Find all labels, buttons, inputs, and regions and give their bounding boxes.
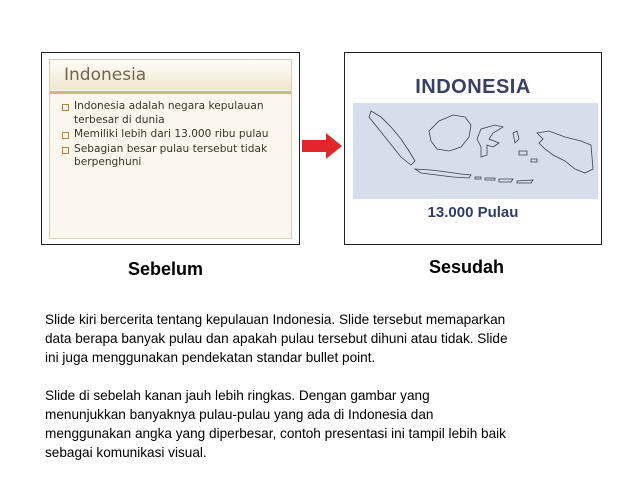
bullet-list	[62, 100, 284, 171]
square-bullet-icon	[62, 132, 69, 139]
paragraph-line: ini juga menggunakan pendekatan standar bullet point.	[45, 350, 376, 365]
bullet-item	[62, 143, 284, 170]
bullet-item	[62, 100, 284, 127]
after-slide-title: INDONESIA	[415, 76, 531, 98]
bullet-item	[62, 128, 284, 142]
bullet-line: berpenghuni	[74, 156, 142, 168]
after-slide	[348, 59, 598, 239]
paragraph-line: menggunakan angka yang diperbesar, contoh presentasi ini tampil lebih baik	[45, 426, 506, 441]
paragraph-line: menunjukkan banyaknya pulau-pulau yang ada di Indonesia dan	[45, 407, 434, 422]
paragraph-left-description	[45, 310, 605, 367]
before-slide-frame	[41, 52, 300, 245]
before-slide-title: Indonesia	[64, 65, 147, 85]
right-arrow-icon	[302, 133, 342, 159]
bullet-line: terbesar di dunia	[74, 113, 165, 126]
bullet-line: Memiliki lebih dari 13.000 ribu pulau	[74, 128, 269, 140]
bullet-line: Indonesia adalah negara kepulauan	[74, 100, 264, 112]
after-slide-frame	[344, 52, 602, 245]
after-label: Sesudah	[429, 257, 505, 277]
paragraph-line: Slide kiri bercerita tentang kepulauan Indonesia. Slide tersebut memaparkan	[45, 312, 506, 327]
before-label: Sebelum	[128, 259, 204, 279]
paragraph-line: sebagai komunikasi visual.	[45, 445, 207, 460]
before-slide	[49, 59, 292, 239]
bullet-line: Sebagian besar pulau tersebut tidak	[74, 142, 268, 155]
island-count-caption: 13.000 Pulau	[427, 204, 519, 221]
paragraph-right-description	[45, 386, 605, 462]
paragraph-line: Slide di sebelah kanan jauh lebih ringkas. Dengan gambar yang	[45, 388, 430, 403]
paragraph-line: data berapa banyak pulau dan apakah pulau tersebut dihuni atau tidak. Slide	[45, 331, 508, 346]
square-bullet-icon	[62, 147, 69, 154]
title-divider	[50, 91, 291, 94]
square-bullet-icon	[62, 104, 69, 111]
indonesia-map-icon	[353, 103, 598, 199]
map-panel	[353, 103, 598, 199]
